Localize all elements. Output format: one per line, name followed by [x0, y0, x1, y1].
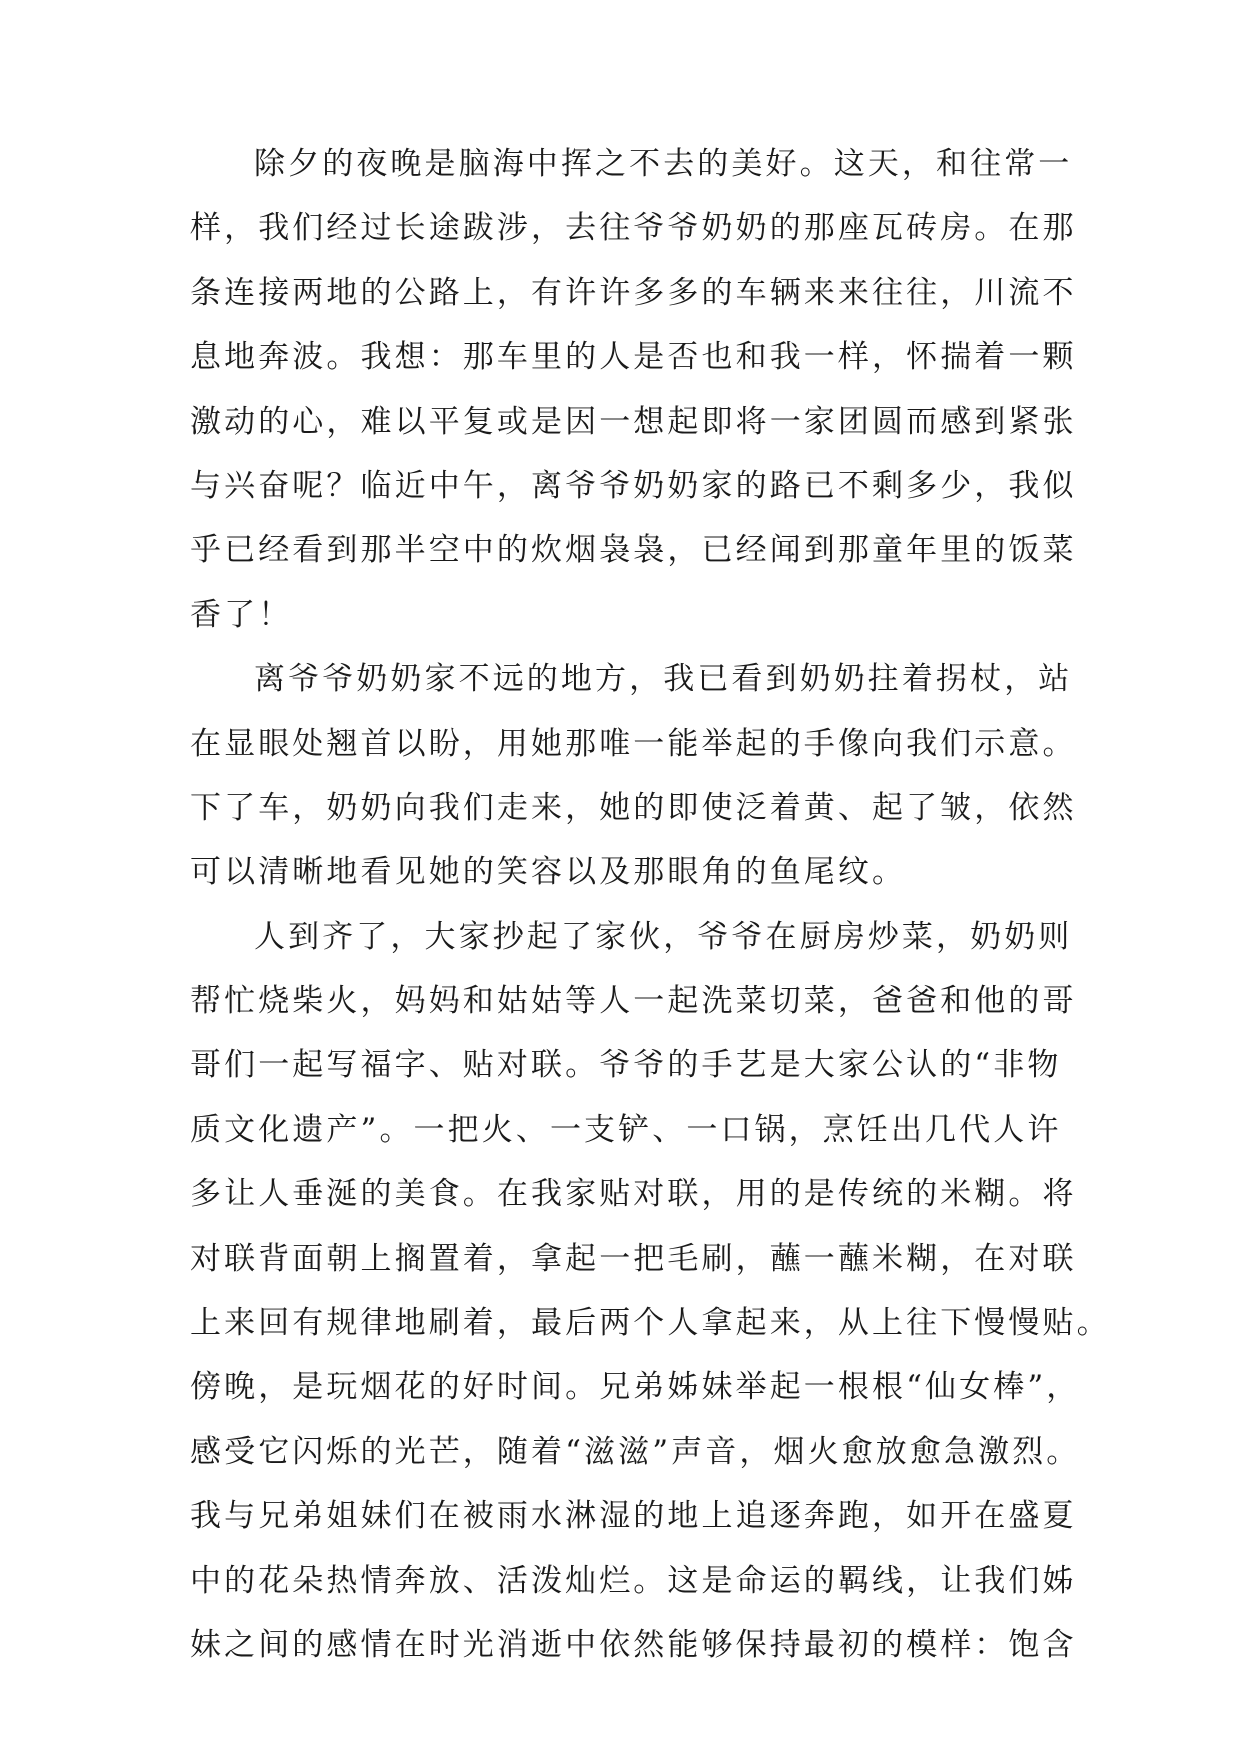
- text-line: 傍晚，是玩烟花的好时间。兄弟姊妹举起一根根“仙女棒”，: [190, 1369, 1081, 1406]
- document-body: [190, 132, 1111, 1677]
- text-line: 帮忙烧柴火，妈妈和姑姑等人一起洗菜切菜，爸爸和他的哥: [190, 983, 1077, 1020]
- text-line: 条连接两地的公路上，有许许多多的车辆来来往往，川流不: [190, 274, 1077, 311]
- text-line: 上来回有规律地刷着，最后两个人拿起来，从上往下慢慢贴。: [190, 1305, 1111, 1342]
- paragraph-family-preparations: [190, 905, 1111, 1678]
- text-line: 香了！: [190, 596, 293, 633]
- text-line: 可以清晰地看见她的笑容以及那眼角的鱼尾纹。: [190, 854, 907, 891]
- paragraph-grandma-waiting: [190, 647, 1077, 905]
- text-line: 激动的心，难以平复或是因一想起即将一家团圆而感到紧张: [190, 403, 1077, 440]
- text-line: 质文化遗产”。一把火、一支铲、一口锅，烹饪出几代人许: [190, 1111, 1062, 1148]
- text-line: 多让人垂涎的美食。在我家贴对联，用的是传统的米糊。将: [190, 1176, 1077, 1213]
- text-line: 下了车，奶奶向我们走来，她的即使泛着黄、起了皱，依然: [190, 789, 1077, 826]
- text-line: 哥们一起写福字、贴对联。爷爷的手艺是大家公认的“非物: [190, 1047, 1062, 1084]
- text-line: 在显眼处翘首以盼，用她那唯一能举起的手像向我们示意。: [190, 725, 1077, 762]
- text-line: 中的花朵热情奔放、活泼灿烂。这是命运的羁线，让我们姊: [190, 1562, 1077, 1599]
- text-line: 离爷爷奶奶家不远的地方，我已看到奶奶拄着拐杖，站: [254, 661, 1073, 698]
- paragraph-new-years-eve-journey: [190, 132, 1077, 647]
- text-line: 我与兄弟姐妹们在被雨水淋湿的地上追逐奔跑，如开在盛夏: [190, 1498, 1077, 1535]
- text-line: 除夕的夜晚是脑海中挥之不去的美好。这天，和往常一: [254, 146, 1073, 182]
- text-line: 妹之间的感情在时光消逝中依然能够保持最初的模样：饱含: [190, 1626, 1077, 1663]
- text-line: 人到齐了，大家抄起了家伙，爷爷在厨房炒菜，奶奶则: [254, 918, 1073, 955]
- text-line: 与兴奋呢？临近中午，离爷爷奶奶家的路已不剩多少，我似: [190, 467, 1077, 504]
- text-line: 感受它闪烁的光芒，随着“滋滋”声音，烟火愈放愈急激烈。: [190, 1433, 1081, 1470]
- text-line: 对联背面朝上搁置着，拿起一把毛刷，蘸一蘸米糊，在对联: [190, 1240, 1077, 1277]
- text-line: 息地奔波。我想：那车里的人是否也和我一样，怀揣着一颗: [190, 339, 1077, 376]
- text-line: 样，我们经过长途跋涉，去往爷爷奶奶的那座瓦砖房。在那: [190, 210, 1077, 247]
- text-line: 乎已经看到那半空中的炊烟袅袅，已经闻到那童年里的饭菜: [190, 532, 1077, 569]
